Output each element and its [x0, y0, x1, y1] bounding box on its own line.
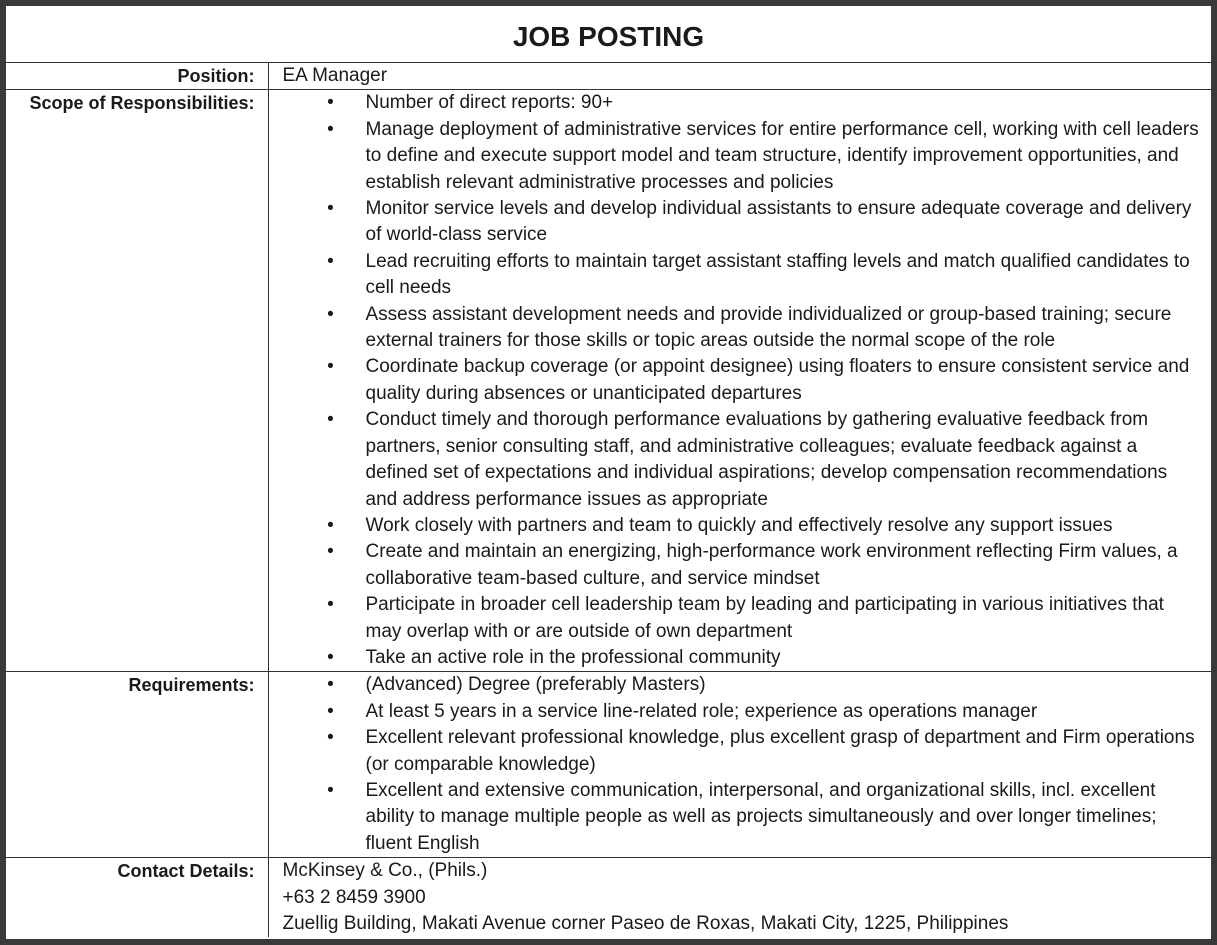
list-item — [269, 407, 1212, 513]
list-item-text: Number of direct reports: 90+ — [365, 92, 614, 114]
list-item — [269, 354, 1212, 407]
contact-label: Contact Details: — [6, 858, 268, 938]
contact-phone: +63 2 8459 3900 — [282, 886, 426, 908]
page-title: JOB POSTING — [512, 21, 705, 52]
bullet-icon: • — [327, 541, 334, 563]
position-row — [6, 63, 1211, 90]
requirements-list — [269, 672, 1212, 857]
list-item-text: Lead recruiting efforts to maintain target assistant staffing levels and match qualified candidates to cell needs — [365, 250, 1190, 299]
list-item — [269, 302, 1212, 355]
list-item-text: At least 5 years in a service line-related role; experience as operations manager — [365, 700, 1038, 722]
list-item — [269, 539, 1212, 592]
scope-row — [6, 90, 1211, 672]
bullet-icon: • — [327, 198, 334, 220]
list-item — [269, 778, 1212, 857]
list-item-text: (Advanced) Degree (preferably Masters) — [365, 674, 706, 696]
bullet-icon: • — [327, 727, 334, 749]
position-value: EA Manager — [282, 65, 388, 86]
bullet-icon: • — [327, 674, 334, 696]
bullet-icon: • — [327, 250, 334, 272]
list-item-text: Manage deployment of administrative services for entire performance cell, working with cell leaders to define and execute support model and team structure, identify improvement opportunities, and establish relevant administrative processes and policies — [365, 118, 1199, 193]
list-item — [269, 592, 1212, 645]
list-item — [269, 699, 1212, 725]
list-item-text: Take an active role in the professional community — [365, 646, 781, 668]
bullet-icon: • — [327, 118, 334, 140]
title-row — [6, 6, 1211, 63]
list-item — [269, 196, 1212, 249]
list-item — [269, 513, 1212, 539]
list-item-text: Excellent and extensive communication, interpersonal, and organizational skills, incl. excellent ability to manage multiple people as well as projects simultaneously and over longer timelines; fluent English — [365, 779, 1157, 854]
list-item — [269, 645, 1212, 671]
bullet-icon: • — [327, 92, 334, 114]
contact-row — [6, 858, 1211, 938]
contact-company: McKinsey & Co., (Phils.) — [282, 860, 488, 882]
list-item — [269, 90, 1212, 116]
contact-address: Zuellig Building, Makati Avenue corner Paseo de Roxas, Makati City, 1225, Philippines — [282, 913, 1009, 934]
list-item-text: Monitor service levels and develop individual assistants to ensure adequate coverage and delivery of world-class service — [365, 198, 1192, 246]
list-item-text: Create and maintain an energizing, high-performance work environment reflecting Firm values, a collaborative team-based culture, and service mindset — [365, 541, 1178, 589]
bullet-icon: • — [327, 700, 334, 722]
list-item-text: Conduct timely and thorough performance evaluations by gathering evaluative feedback from partners, senior consulting staff, and administrative colleagues; evaluate feedback against a defined set of expectations and individual aspirations; develop compensation recommendations and address performance issues as appropriate — [365, 409, 1168, 510]
bullet-icon: • — [327, 779, 334, 801]
contact-details — [268, 858, 1211, 938]
list-item-text: Participate in broader cell leadership team by leading and participating in various initiatives that may overlap with or are outside of own department — [365, 594, 1164, 642]
scope-list — [269, 90, 1212, 671]
list-item-text: Assess assistant development needs and provide individualized or group-based training; secure external trainers for those skills or topic areas outside the normal scope of the role — [365, 303, 1172, 352]
list-item-text: Excellent relevant professional knowledge, plus excellent grasp of department and Firm operations (or comparable knowledge) — [365, 727, 1195, 775]
requirements-label: Requirements: — [6, 672, 268, 858]
job-posting-table — [6, 63, 1211, 937]
list-item — [269, 725, 1212, 778]
bullet-icon: • — [327, 409, 334, 431]
bullet-icon: • — [327, 646, 334, 668]
list-item-text: Work closely with partners and team to quickly and effectively resolve any support issues — [365, 514, 1113, 536]
list-item — [269, 117, 1212, 196]
bullet-icon: • — [327, 514, 334, 536]
list-item — [269, 249, 1212, 302]
list-item — [269, 672, 1212, 698]
list-item-text: Coordinate backup coverage (or appoint designee) using floaters to ensure consistent service and quality during absences or unanticipated departures — [365, 356, 1190, 404]
requirements-row — [6, 672, 1211, 858]
position-label: Position: — [6, 63, 268, 90]
bullet-icon: • — [327, 594, 334, 616]
bullet-icon: • — [327, 303, 334, 325]
scope-label: Scope of Responsibilities: — [6, 90, 268, 672]
bullet-icon: • — [327, 356, 334, 378]
